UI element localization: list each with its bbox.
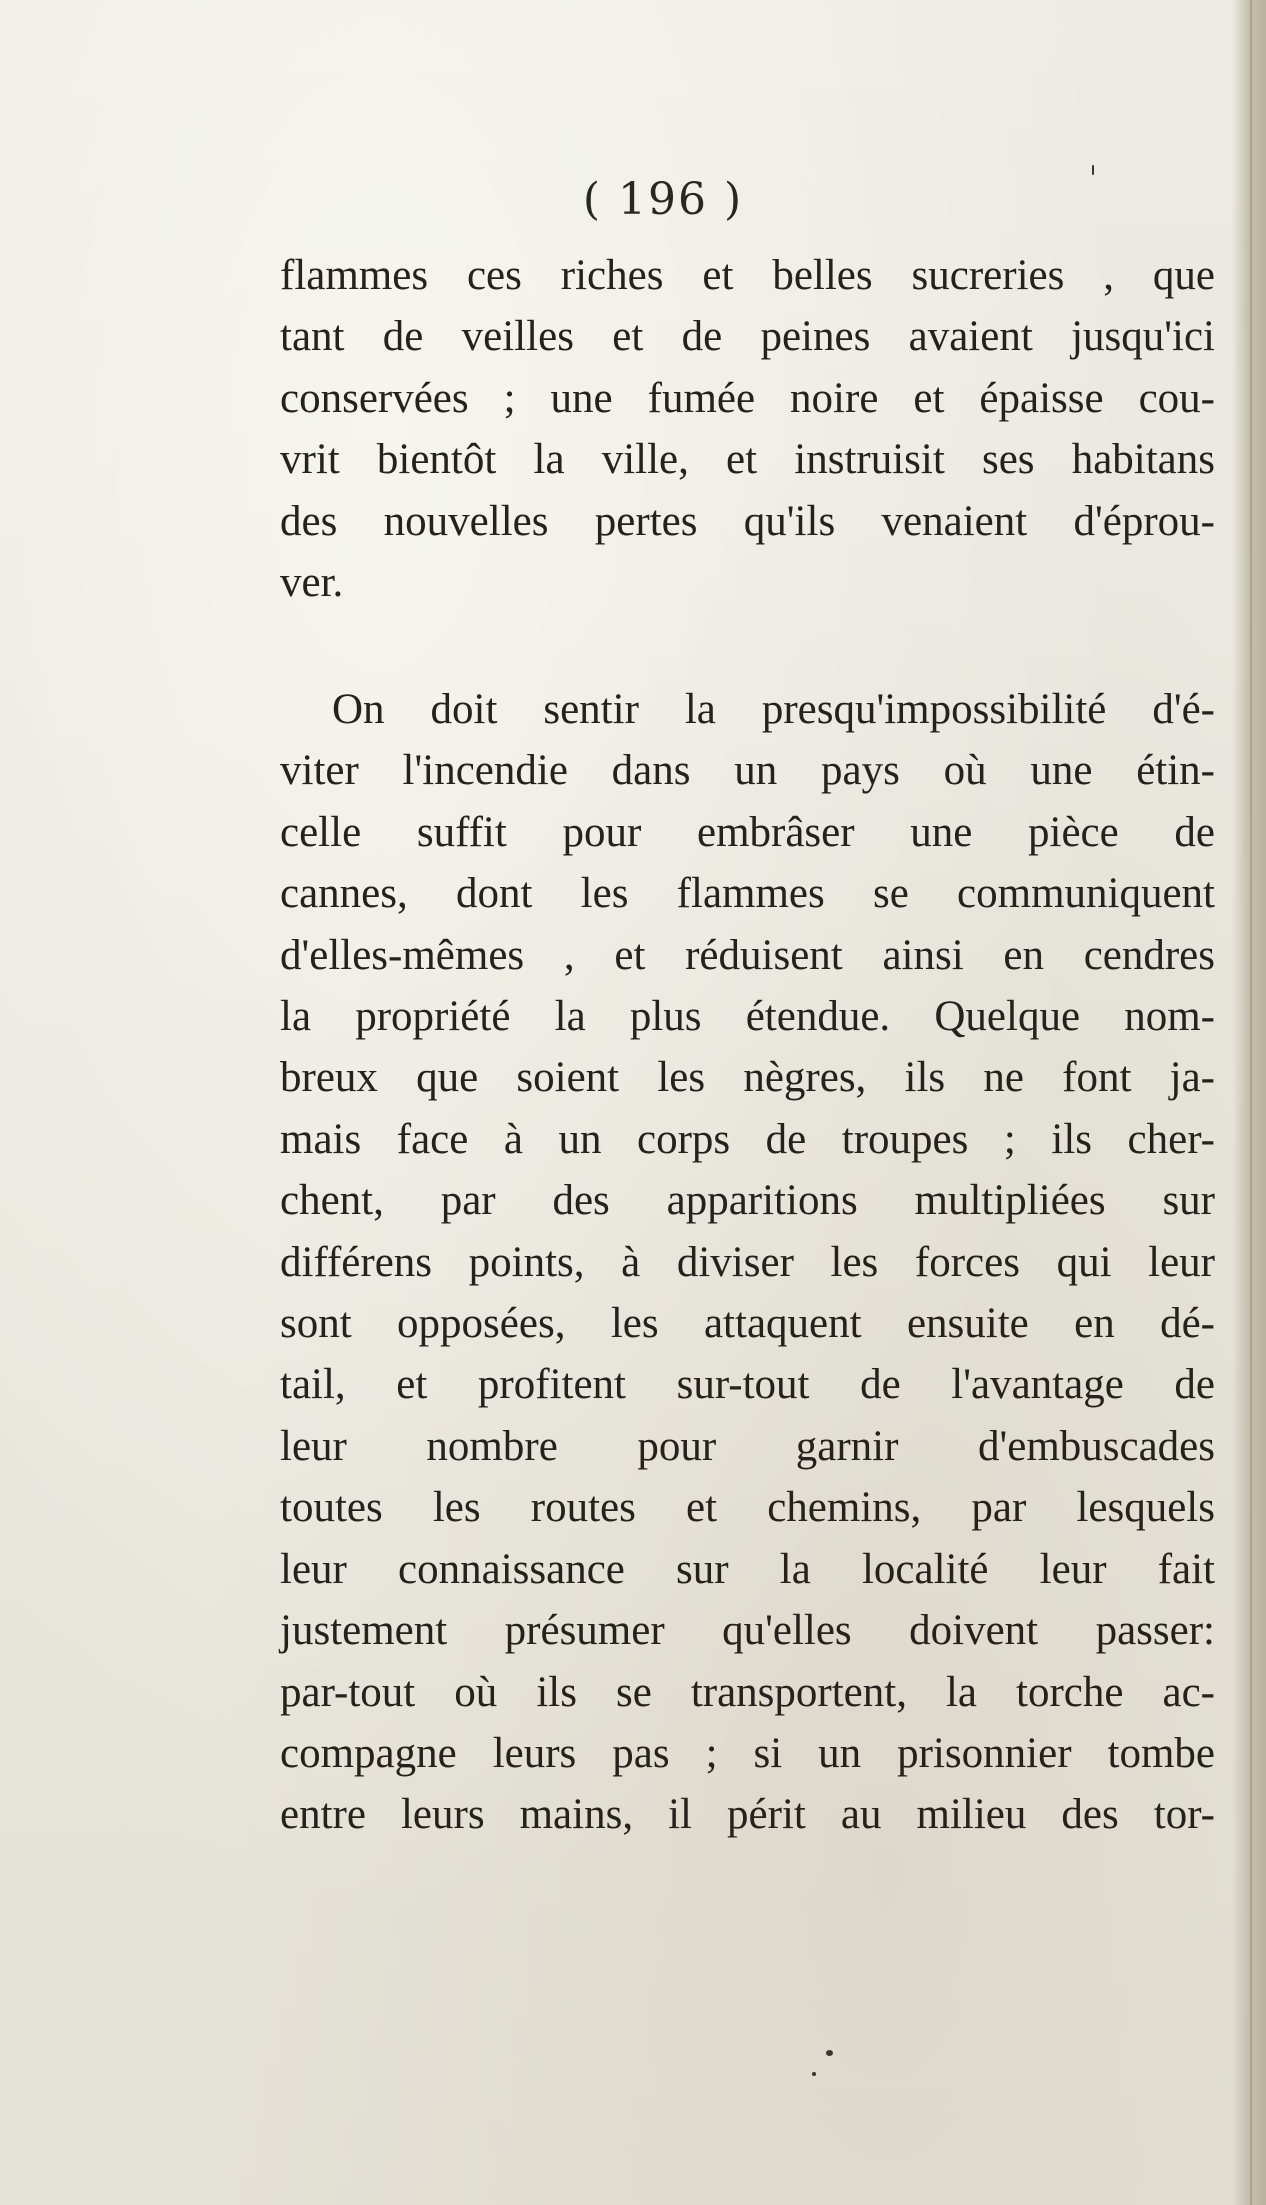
ink-speck bbox=[812, 2072, 816, 2076]
ink-speck bbox=[826, 2050, 833, 2056]
text-line: leur nombre pour garnir d'embuscades bbox=[280, 1422, 1215, 1470]
text-line: justement présumer qu'elles doivent passer: bbox=[280, 1607, 1215, 1655]
text-line: breux que soient les nègres, ils ne font ja- bbox=[280, 1054, 1215, 1102]
text-line: sont opposées, les attaquent ensuite en dé- bbox=[280, 1300, 1215, 1348]
paragraph-1 bbox=[280, 245, 1215, 613]
paragraph-2 bbox=[280, 679, 1215, 1846]
text-line: viter l'incendie dans un pays où une étin- bbox=[280, 747, 1215, 795]
text-line: par-tout où ils se transportent, la torche ac- bbox=[280, 1668, 1215, 1716]
text-line: On doit sentir la presqu'impossibilité d'é- bbox=[332, 686, 1215, 733]
text-line: compagne leurs pas ; si un prisonnier tombe bbox=[280, 1729, 1215, 1777]
ink-speck bbox=[1092, 165, 1094, 175]
text-line: différens points, à diviser les forces qui leur bbox=[280, 1238, 1215, 1286]
page-edge-shadow bbox=[1232, 0, 1266, 2205]
text-line: celle suffit pour embrâser une pièce de bbox=[280, 808, 1215, 856]
text-line: toutes les routes et chemins, par lesquels bbox=[280, 1484, 1215, 1532]
text-line: conservées ; une fumée noire et épaisse cou- bbox=[280, 374, 1215, 422]
text-line: flammes ces riches et belles sucreries , que bbox=[280, 252, 1215, 299]
text-line: des nouvelles pertes qu'ils venaient d'éprou- bbox=[280, 497, 1215, 545]
text-line: vrit bientôt la ville, et instruisit ses habitans bbox=[280, 436, 1215, 484]
text-line: entre leurs mains, il périt au milieu des tor- bbox=[280, 1791, 1215, 1839]
page-edge-line bbox=[1250, 0, 1252, 2205]
text-line: chent, par des apparitions multipliées sur bbox=[280, 1177, 1215, 1225]
text-line: la propriété la plus étendue. Quelque nom- bbox=[280, 993, 1215, 1041]
text-line: ver. bbox=[280, 559, 344, 607]
text-line: tant de veilles et de peines avaient jusqu'ici bbox=[280, 313, 1215, 361]
text-line: cannes, dont les flammes se communiquent bbox=[280, 870, 1215, 918]
page-number: ( 196 ) bbox=[582, 174, 744, 225]
text-line: mais face à un corps de troupes ; ils cher- bbox=[280, 1115, 1215, 1163]
text-line: leur connaissance sur la localité leur fait bbox=[280, 1545, 1215, 1593]
text-line: d'elles-mêmes , et réduisent ainsi en cendres bbox=[280, 931, 1215, 979]
text-line: tail, et profitent sur-tout de l'avantage de bbox=[280, 1361, 1215, 1409]
